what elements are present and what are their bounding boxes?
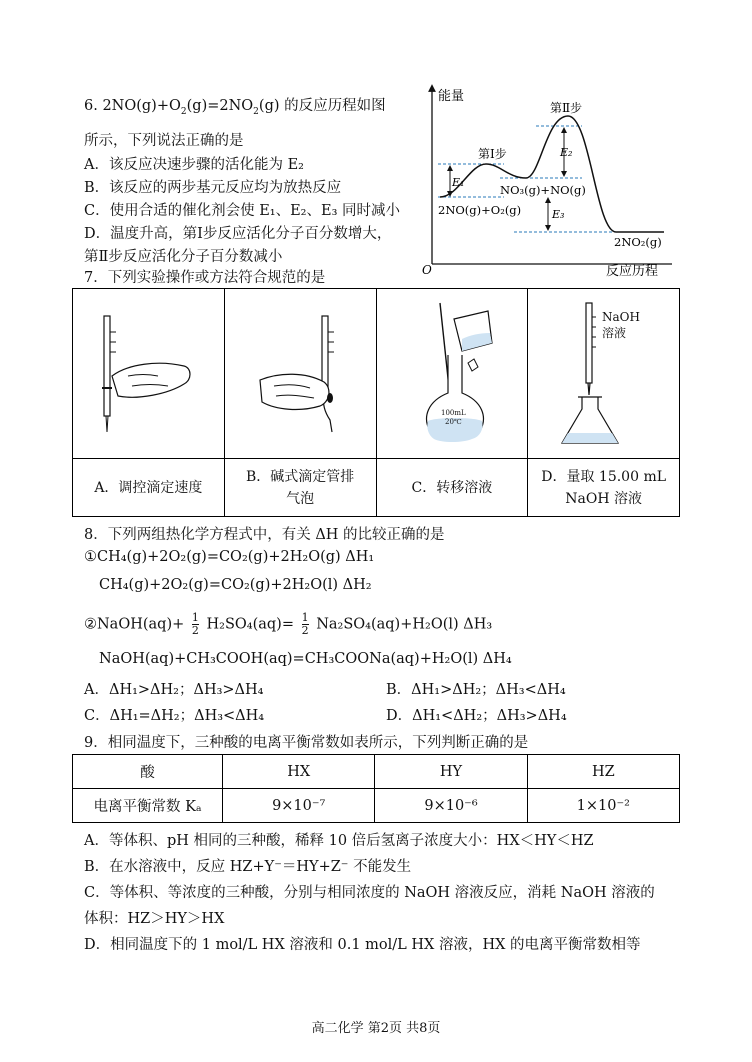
q8-option-c: C．ΔH₁=ΔH₂；ΔH₃<ΔH₄ bbox=[84, 708, 265, 724]
q6-option-c: C．使用合适的催化剂会使 E₁、E₂、E₃ 同时减小 bbox=[84, 203, 401, 219]
q8-option-b: B．ΔH₁>ΔH₂；ΔH₃<ΔH₄ bbox=[386, 682, 566, 698]
ka-value-hx: 9×10⁻⁷ bbox=[223, 789, 375, 823]
q9-stem: 9．相同温度下，三种酸的电离平衡常数如表所示，下列判断正确的是 bbox=[84, 735, 529, 751]
q9-ka-table bbox=[72, 754, 680, 823]
q9-option-a: A．等体积、pH 相同的三种酸，稀释 10 倍后氢离子浓度大小：HX＜HY＜HZ bbox=[84, 833, 594, 849]
intermediate-label: NO₃(g)+NO(g) bbox=[500, 183, 586, 197]
svg-text:溶液: 溶液 bbox=[601, 325, 626, 340]
titration-hand-a-image bbox=[88, 302, 208, 442]
x-axis-label: 反应历程 bbox=[606, 264, 659, 279]
ka-value-hz: 1×10⁻² bbox=[527, 789, 679, 823]
product-label: 2NO₂(g) bbox=[614, 235, 662, 249]
q8-eq1b: CH₄(g)+2O₂(g)=CO₂(g)+2H₂O(l) ΔH₂ bbox=[99, 577, 372, 593]
titration-hand-b-image bbox=[240, 302, 360, 442]
apparatus-b bbox=[224, 289, 376, 459]
q9-option-d: D．相同温度下的 1 mol/L HX 溶液和 0.1 mol/L HX 溶液，HX 的电离平衡常数相等 bbox=[84, 937, 641, 953]
q6-stem-line2: 所示，下列说法正确的是 bbox=[84, 133, 244, 149]
ka-row-label: 电离平衡常数 Kₐ bbox=[73, 789, 223, 823]
svg-text:20℃: 20℃ bbox=[444, 417, 462, 426]
ka-header-hx: HX bbox=[223, 755, 375, 789]
q8-stem: 8．下列两组热化学方程式中，有关 ΔH 的比较正确的是 bbox=[84, 527, 445, 543]
apparatus-c bbox=[376, 289, 528, 459]
volumetric-flask-image bbox=[392, 297, 512, 447]
ka-header-hy: HY bbox=[375, 755, 527, 789]
q7-apparatus-table bbox=[72, 288, 680, 517]
q6-option-a: A．该反应决速步骤的活化能为 E₂ bbox=[84, 157, 304, 173]
caption-d: D．量取 15.00 mL NaOH 溶液 bbox=[528, 459, 680, 517]
burette-flask-image bbox=[544, 297, 664, 447]
q7-stem: 7．下列实验操作或方法符合规范的是 bbox=[84, 270, 326, 286]
svg-text:E₂: E₂ bbox=[560, 146, 573, 159]
q6-stem: 6. $2NO(g)+O_2(g)=2NO_2(g)$ 的反应历程如图 bbox=[84, 98, 386, 117]
page-footer: 高二化学 第2页 共8页 bbox=[311, 1021, 441, 1036]
energy-profile-diagram bbox=[418, 82, 680, 282]
q6-option-d: D．温度升高，第Ⅰ步反应活化分子百分数增大， bbox=[84, 226, 392, 242]
q8-eq2a: ②NaOH(aq)+ $\frac{1}{2}$ H₂SO₄(aq)= $\frac{1}{2}$ Na₂SO₄(aq)+H₂O(l) ΔH₃ bbox=[84, 611, 493, 637]
q8-option-d: D．ΔH₁<ΔH₂；ΔH₃>ΔH₄ bbox=[386, 708, 567, 724]
svg-text:E₁: E₁ bbox=[452, 176, 465, 189]
q6-option-b: B．该反应的两步基元反应均为放热反应 bbox=[84, 180, 342, 196]
caption-c: C．转移溶液 bbox=[376, 459, 528, 517]
q8-eq1a: ①CH₄(g)+2O₂(g)=CO₂(g)+2H₂O(g) ΔH₁ bbox=[84, 549, 375, 565]
caption-a: A．调控滴定速度 bbox=[73, 459, 225, 517]
svg-text:E₃: E₃ bbox=[552, 208, 565, 221]
q9-option-b: B．在水溶液中，反应 HZ+Y⁻＝HY+Z⁻ 不能发生 bbox=[84, 859, 412, 875]
q6-option-d-line2: 第Ⅱ步反应活化分子百分数减小 bbox=[84, 249, 283, 265]
ka-header-acid: 酸 bbox=[73, 755, 223, 789]
q8-option-a: A．ΔH₁>ΔH₂；ΔH₃>ΔH₄ bbox=[84, 682, 264, 698]
reactant-label: 2NO(g)+O₂(g) bbox=[438, 203, 522, 217]
ka-header-hz: HZ bbox=[527, 755, 679, 789]
origin-label: O bbox=[422, 263, 432, 277]
y-axis-label: 能量 bbox=[438, 89, 465, 104]
step1-label: 第Ⅰ步 bbox=[478, 147, 507, 161]
caption-b: B．碱式滴定管排 气泡 bbox=[224, 459, 376, 517]
apparatus-d bbox=[528, 289, 680, 459]
q9-option-c-line2: 体积：HZ＞HY＞HX bbox=[84, 911, 225, 927]
q9-option-c: C．等体积、等浓度的三种酸，分别与相同浓度的 NaOH 溶液反应，消耗 NaOH 溶液的 bbox=[84, 885, 655, 901]
svg-text:100mL: 100mL bbox=[440, 408, 466, 417]
step2-label: 第Ⅱ步 bbox=[550, 101, 583, 115]
svg-text:NaOH: NaOH bbox=[601, 309, 640, 324]
q8-eq2b: NaOH(aq)+CH₃COOH(aq)=CH₃COONa(aq)+H₂O(l) ΔH₄ bbox=[99, 651, 512, 667]
apparatus-a bbox=[73, 289, 225, 459]
ka-value-hy: 9×10⁻⁶ bbox=[375, 789, 527, 823]
